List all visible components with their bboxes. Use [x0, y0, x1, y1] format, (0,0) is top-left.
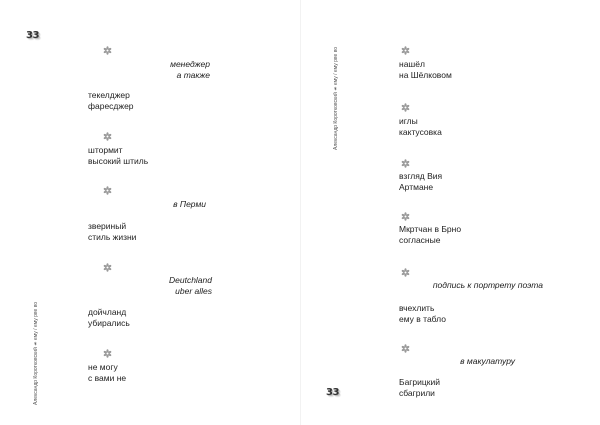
- poem-block: [88, 362, 126, 384]
- flower-ornament-icon: [103, 186, 112, 195]
- poem-line: взгляд Вия: [399, 171, 443, 181]
- poem-line: стиль жизни: [88, 232, 137, 242]
- flower-ornament-icon: [401, 212, 410, 221]
- flower-ornament-icon: [401, 103, 410, 112]
- epigraph-line: в макулатуру: [460, 356, 515, 366]
- poem-block: [399, 171, 442, 193]
- poem-line: дойчланд: [88, 307, 127, 317]
- poem-line: штормит: [88, 145, 123, 155]
- flower-ornament-icon: [401, 46, 410, 55]
- epigraph-line: а также: [176, 70, 210, 80]
- page-spine: [300, 0, 301, 425]
- poem-line: убирались: [88, 318, 130, 328]
- poem-block: [399, 59, 452, 81]
- poem-line: Артмане: [399, 182, 434, 192]
- poem-line: фаресджер: [88, 101, 134, 111]
- epigraph-line: подпись к портрету поэта: [432, 280, 543, 290]
- poem-line: иглы: [399, 116, 418, 126]
- flower-ornament-icon: [401, 344, 410, 353]
- flower-ornament-icon: [103, 349, 112, 358]
- epigraph-line: менеджер: [170, 59, 210, 69]
- poem-line: с вами не: [88, 373, 127, 383]
- poem-block: [399, 116, 442, 138]
- running-head: Александр Коротковский ☙ ему / ему рве во: [333, 46, 339, 150]
- flower-ornament-icon: [103, 263, 112, 272]
- poem-line: на Шёлковом: [399, 70, 452, 80]
- poem-line: вчехлить: [399, 303, 435, 313]
- poem-line: текелджер: [88, 90, 130, 100]
- poem-block: [88, 145, 148, 167]
- poem-line: кактусовка: [399, 127, 442, 137]
- poem-line: сбагрили: [399, 388, 435, 398]
- poem-line: звериный: [88, 221, 127, 231]
- flower-ornament-icon: [103, 46, 112, 55]
- running-head: Александр Коротковский ☙ ему / ему рве во: [33, 301, 39, 405]
- flower-ornament-icon: [401, 268, 410, 277]
- flower-ornament-icon: [103, 132, 112, 141]
- page-number: 33: [326, 387, 339, 398]
- poem-line: ему в табло: [399, 314, 446, 324]
- poem-line: согласные: [399, 235, 441, 245]
- poem-line: Багрицкий: [399, 377, 440, 387]
- epigraph-line: Deutchland: [168, 275, 212, 285]
- poem-line: нашёл: [399, 59, 425, 69]
- flower-ornament-icon: [401, 159, 410, 168]
- poem-line: не могу: [88, 362, 118, 372]
- poem-line: высокий штиль: [88, 156, 149, 166]
- poem-line: Мкртчан в Брно: [399, 224, 462, 234]
- page-number: 33: [26, 30, 39, 41]
- epigraph-line: uber alles: [175, 286, 212, 296]
- epigraph-line: в Перми: [173, 199, 206, 209]
- poem-block: [399, 224, 461, 246]
